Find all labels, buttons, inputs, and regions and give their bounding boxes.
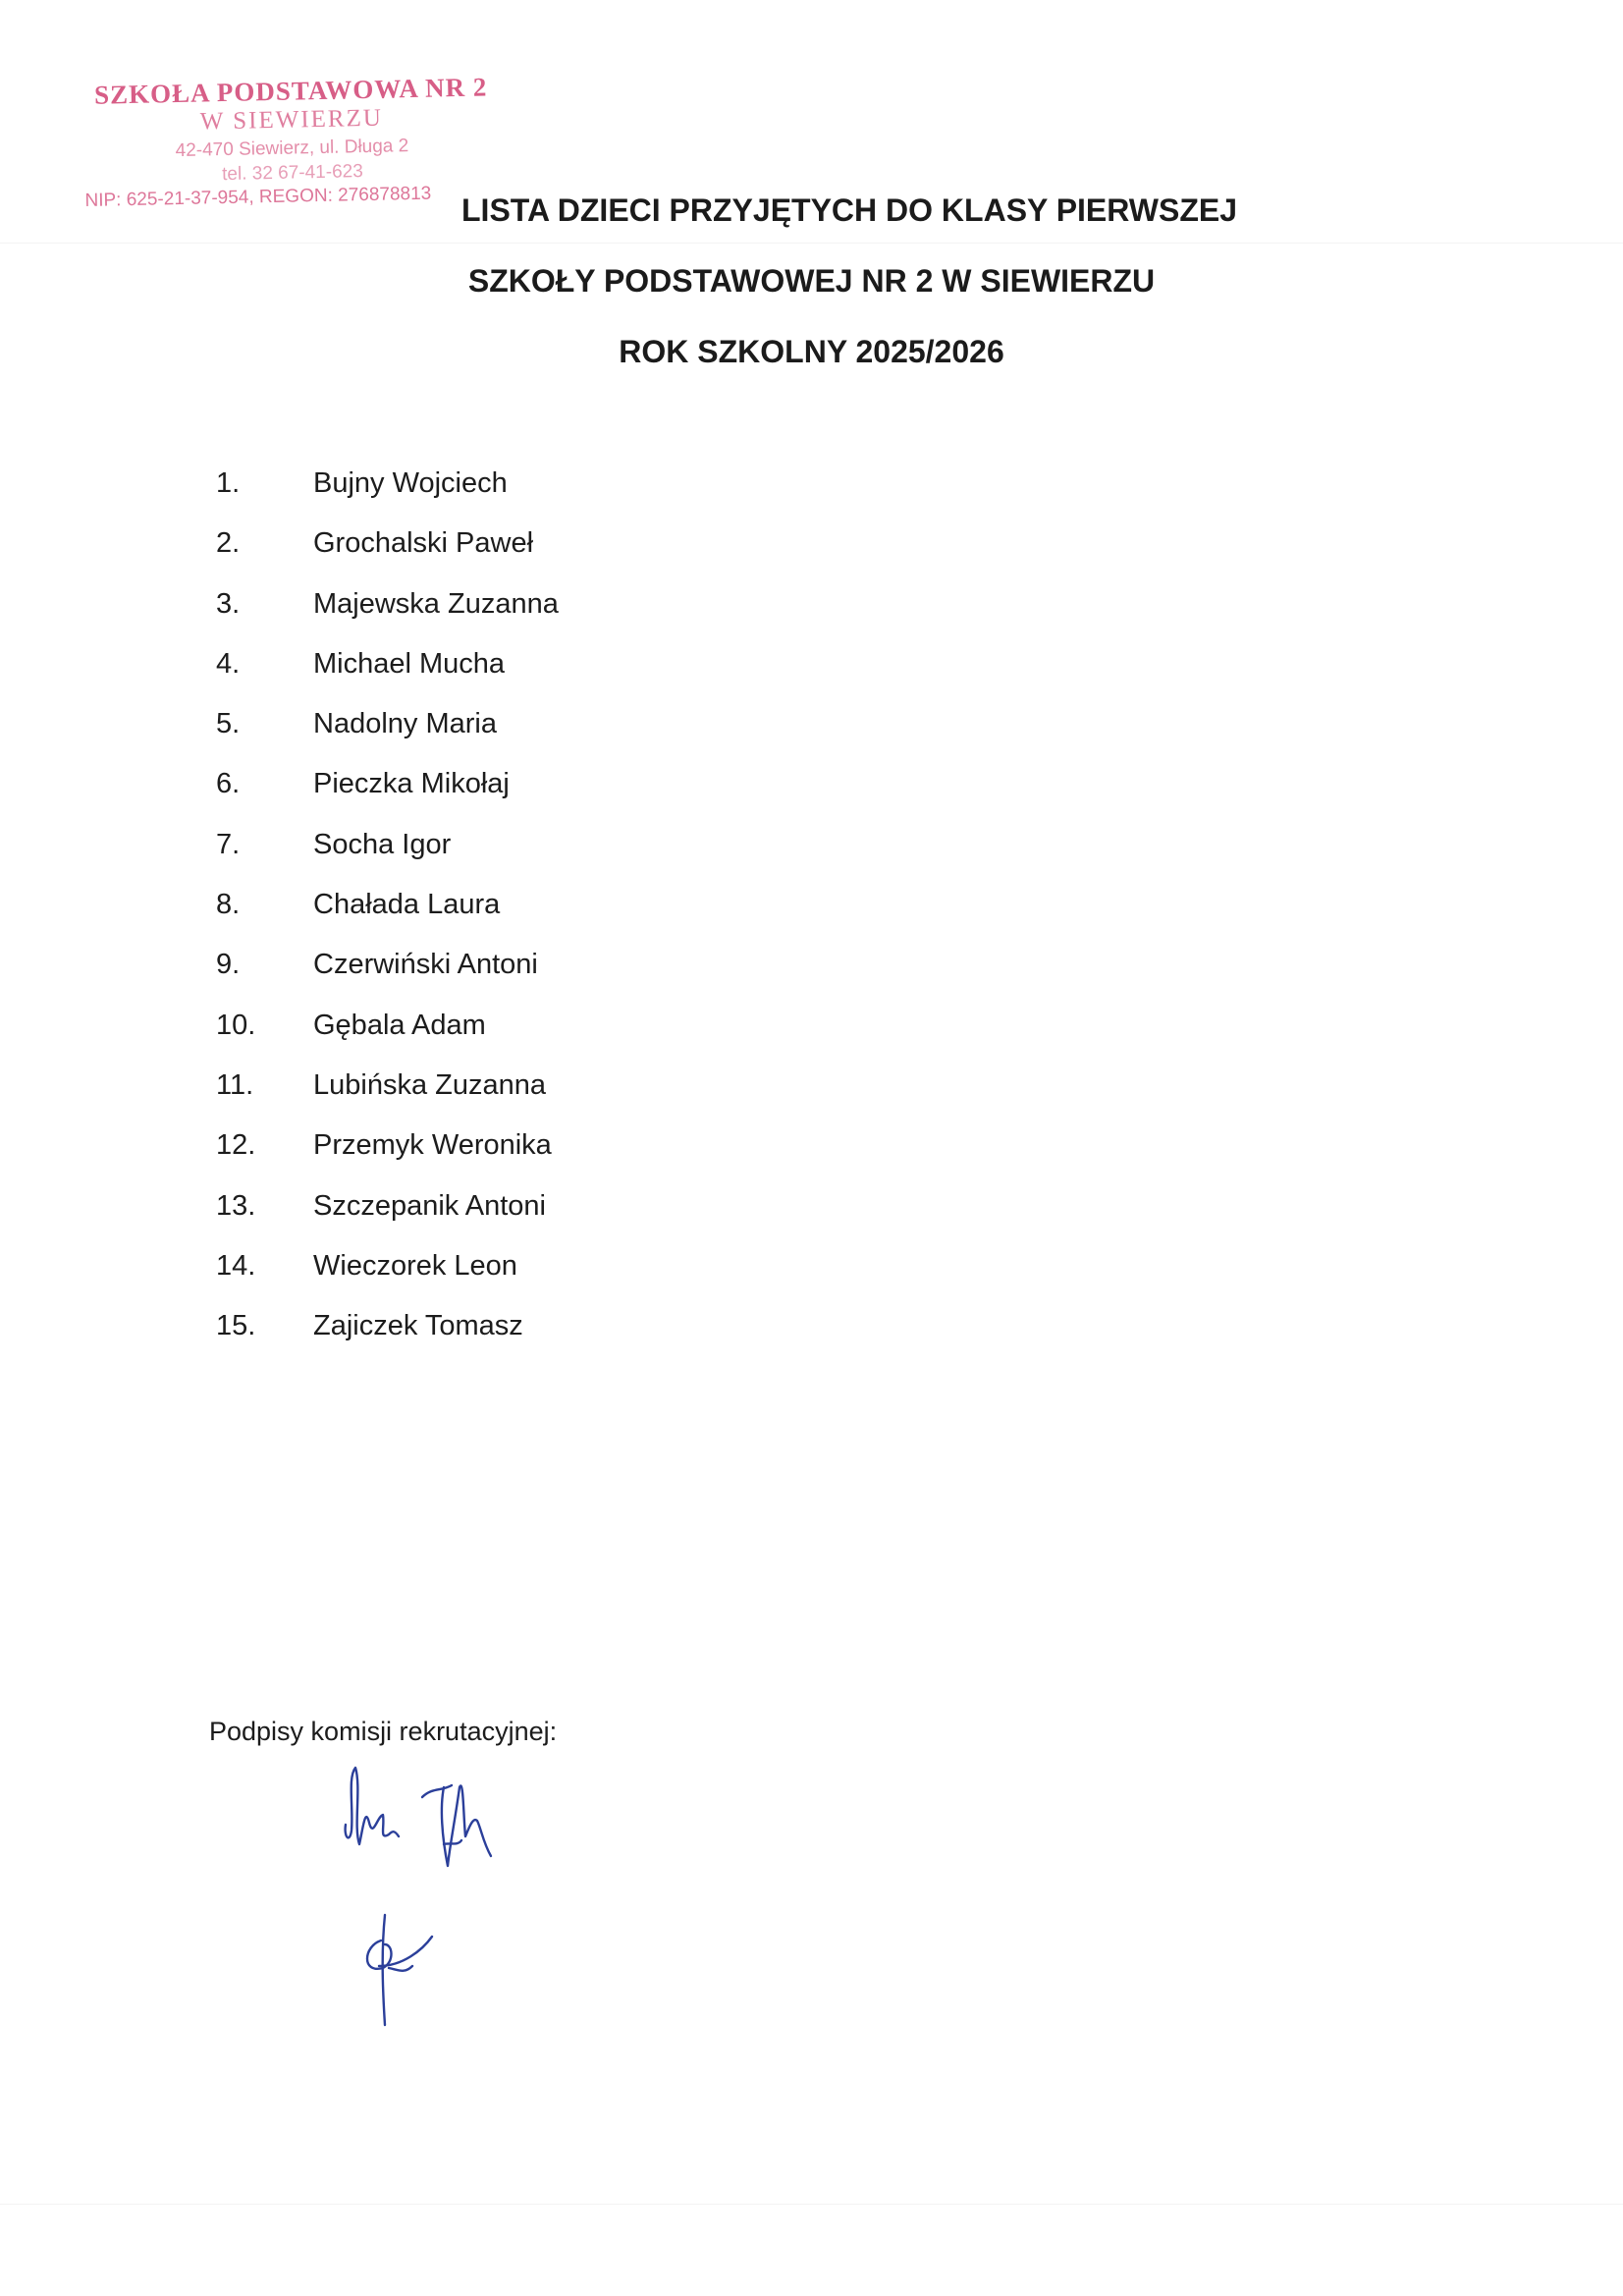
scan-artifact-line (0, 2204, 1623, 2205)
list-item (0, 708, 884, 768)
list-item (0, 527, 884, 587)
list-item-number: 7. (216, 828, 241, 860)
signature-1 (346, 1768, 399, 1844)
list-item-name: Pieczka Mikołaj (313, 768, 510, 800)
list-item (0, 467, 884, 527)
signature-2-flourish (444, 1840, 461, 1844)
document-title-line-3: ROK SZKOLNY 2025/2026 (619, 334, 1004, 369)
school-stamp (84, 74, 500, 210)
list-item-number: 1. (216, 467, 241, 499)
list-item-number: 11. (216, 1068, 254, 1101)
list-item-name: Czerwiński Antoni (313, 949, 538, 981)
scan-artifact-line (0, 243, 1623, 244)
list-item (0, 1250, 884, 1310)
list-item-number: 2. (216, 527, 241, 560)
list-item (0, 588, 884, 648)
list-item-name: Majewska Zuzanna (313, 587, 559, 620)
list-item-number: 5. (216, 708, 241, 740)
signature-3 (367, 1915, 432, 2025)
list-item-number: 6. (216, 768, 241, 800)
stamp-town: W SIEWIERZU (199, 104, 384, 136)
list-item (0, 1010, 884, 1069)
stamp-address: 42-470 Siewierz, ul. Długa 2 (175, 136, 409, 162)
committee-signatures (334, 1758, 628, 2043)
student-list (0, 467, 884, 1370)
list-item (0, 1129, 884, 1189)
list-item-name: Michael Mucha (313, 647, 506, 680)
list-item (0, 829, 884, 889)
list-item-number: 3. (216, 587, 241, 620)
document-title-line-2: SZKOŁY PODSTAWOWEJ NR 2 W SIEWIERZU (467, 263, 1156, 299)
list-item-name: Grochalski Paweł (313, 527, 534, 560)
list-item-name: Szczepanik Antoni (313, 1189, 546, 1222)
list-item-name: Wieczorek Leon (313, 1249, 517, 1282)
signatures-label: Podpisy komisji rekrutacyjnej: (209, 1717, 558, 1746)
list-item-number: 15. (216, 1310, 256, 1342)
list-item (0, 1310, 884, 1370)
document-title-line-1: LISTA DZIECI PRZYJĘTYCH DO KLASY PIERWSZEJ (461, 192, 1238, 228)
stamp-tax-ids: NIP: 625-21-37-954, REGON: 276878813 (84, 183, 432, 212)
list-item-number: 10. (216, 1009, 256, 1041)
list-item-number: 12. (216, 1129, 256, 1162)
list-item-name: Zajiczek Tomasz (313, 1310, 523, 1342)
list-item-name: Bujny Wojciech (313, 467, 508, 499)
list-item (0, 768, 884, 828)
list-item (0, 949, 884, 1009)
list-item (0, 1190, 884, 1250)
list-item-number: 8. (216, 889, 241, 921)
signature-2 (422, 1785, 491, 1866)
stamp-phone: tel. 32 67-41-623 (221, 161, 364, 186)
list-item-name: Nadolny Maria (313, 708, 497, 740)
list-item-name: Chałada Laura (313, 889, 501, 921)
list-item-number: 9. (216, 949, 241, 981)
list-item-name: Lubińska Zuzanna (313, 1068, 546, 1101)
list-item-number: 4. (216, 647, 241, 680)
list-item (0, 889, 884, 949)
list-item-name: Gębala Adam (313, 1009, 486, 1041)
stamp-school-name: SZKOŁA PODSTAWOWA NR 2 (93, 72, 488, 110)
list-item-number: 14. (216, 1249, 256, 1282)
list-item-number: 13. (216, 1189, 256, 1222)
list-item (0, 648, 884, 708)
list-item (0, 1069, 884, 1129)
list-item-name: Socha Igor (313, 828, 452, 860)
list-item-name: Przemyk Weronika (313, 1129, 552, 1162)
